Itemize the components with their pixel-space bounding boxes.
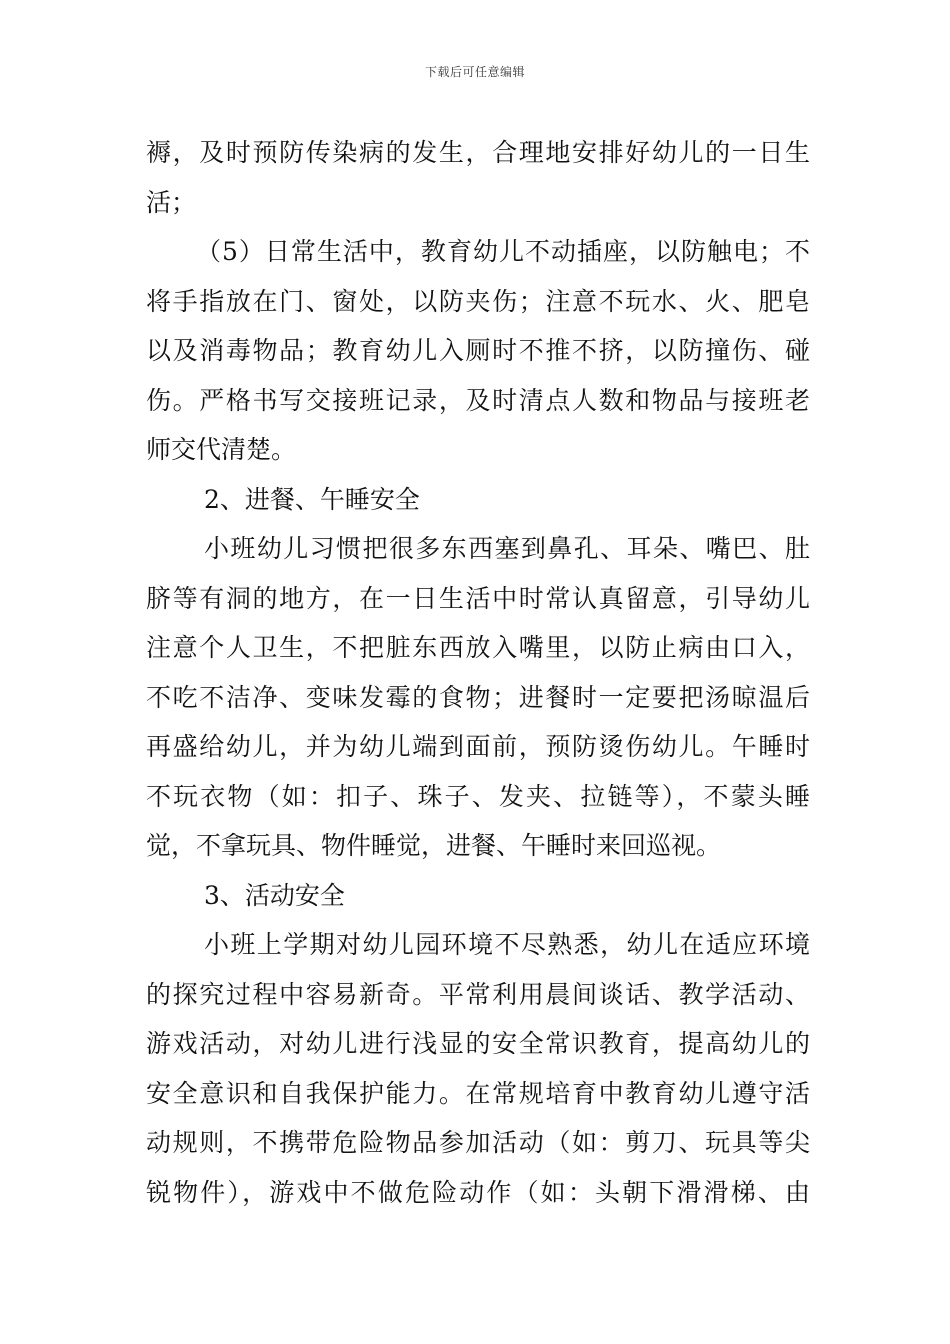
text-line: 的探究过程中容易新奇。平常利用晨间谈话、教学活动、 xyxy=(146,979,810,1009)
text-line: 将手指放在门、窗处，以防夹伤；注意不玩水、火、肥皂 xyxy=(146,286,810,316)
document-body xyxy=(146,128,810,1217)
text-line: 注意个人卫生，不把脏东西放入嘴里，以防止病由口入， xyxy=(146,633,810,662)
text-line: 安全意识和自我保护能力。在常规培育中教育幼儿遵守活 xyxy=(146,1078,810,1108)
text-line: 觉，不拿玩具、物件睡觉，进餐、午睡时来回巡视。 xyxy=(146,831,722,860)
text-line: 师交代清楚。 xyxy=(146,435,297,464)
section-heading: 2、进餐、午睡安全 xyxy=(204,484,420,514)
section-heading: 3、活动安全 xyxy=(204,880,345,910)
text-line: 小班幼儿习惯把很多东西塞到鼻孔、耳朵、嘴巴、肚 xyxy=(204,534,810,563)
text-line: （5）日常生活中，教育幼儿不动插座，以防触电；不 xyxy=(196,237,810,266)
text-line: 游戏活动，对幼儿进行浅显的安全常识教育，提高幼儿的 xyxy=(146,1029,810,1058)
text-line: 不吃不洁净、变味发霉的食物；进餐时一定要把汤晾温后 xyxy=(146,682,810,712)
text-line: 锐物件），游戏中不做危险动作（如：头朝下滑滑梯、由 xyxy=(146,1177,810,1207)
text-line: 伤。严格书写交接班记录，及时清点人数和物品与接班老 xyxy=(146,385,810,415)
text-line: 不玩衣物（如：扣子、珠子、发夹、拉链等），不蒙头睡 xyxy=(146,781,810,811)
text-line: 以及消毒物品；教育幼儿入厕时不推不挤，以防撞伤、碰 xyxy=(146,336,810,365)
text-line: 脐等有洞的地方，在一日生活中时常认真留意，引导幼儿 xyxy=(146,583,810,613)
text-line: 动规则，不携带危险物品参加活动（如：剪刀、玩具等尖 xyxy=(146,1128,810,1157)
page-header: 下载后可任意编辑 xyxy=(424,65,525,79)
text-line: 再盛给幼儿，并为幼儿端到面前，预防烫伤幼儿。午睡时 xyxy=(146,732,810,761)
text-line: 褥，及时预防传染病的发生，合理地安排好幼儿的一日生 xyxy=(146,138,810,167)
text-line: 小班上学期对幼儿园环境不尽熟悉，幼儿在适应环境 xyxy=(204,930,810,959)
text-line: 活； xyxy=(146,187,197,217)
